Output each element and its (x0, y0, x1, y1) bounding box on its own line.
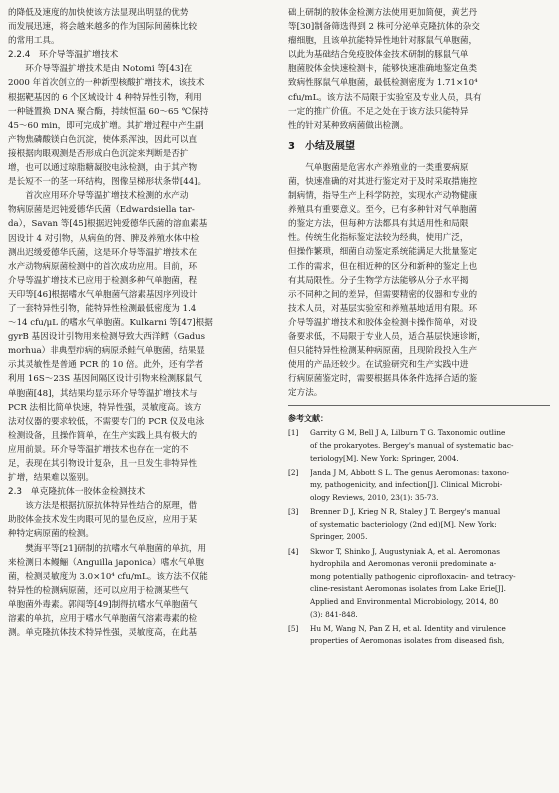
reference-line: teriology[M]. New York: Springer, 2004. (310, 453, 459, 463)
text-line: 致病性豚鼠气单胞菌，最低检测密度为 1.71×10⁴ (288, 78, 478, 89)
text-line: 础上研制的胶体金检测方法使用更加简便，黄艺丹 (288, 8, 478, 18)
text-line: 一种链置换 DNA 聚合酶，持续恒温 60～65 ℃保持 (8, 106, 209, 117)
text-line: 是长短不一的茎一环结构，图像呈梯形状条带[44]。 (8, 177, 207, 188)
reference-line: properties of Aeromonas isolates from diseased fish, (310, 636, 505, 646)
reference-number: [2] (288, 467, 299, 477)
text-line: 备要求低，不局限于专业人员，适合基层快速诊断， (288, 331, 486, 342)
text-line: 示其灵敏性是普通 PCR 的 10 倍。此外，还有学者 (8, 360, 204, 371)
text-line: da），Savan 等[45]根据迟钝爱德华氏菌的溶血素基 (8, 219, 208, 230)
text-line: 根据靶基因的 6 个区域设计 4 种特异性引物，利用 (8, 92, 202, 103)
text-line: 利用 16S～23S 基因间隔区设计引物来检测豚鼠气 (8, 374, 202, 385)
reference-line: Janda J M, Abbott S L. The genus Aeromonas: taxono- (310, 467, 510, 477)
text-line: PCR 法相比简单快速，特异性强，灵敏度高。该方 (8, 402, 202, 413)
references-heading: 参考文献： (288, 414, 328, 424)
text-line: 等[30]制备筛选得到 2 株可分泌单克隆抗体的杂交 (288, 22, 480, 33)
right-intro (288, 6, 550, 133)
reference-item (288, 506, 550, 544)
reference-item (288, 427, 550, 465)
reference-line: my, pathogenicity, and infection[J]. Clinical Microbi- (310, 480, 503, 490)
text-line: 检测设备，且操作简单，在生产实践上具有极大的 (8, 430, 198, 441)
reference-number: [3] (288, 507, 299, 517)
text-line: 法对仪器的要求较低，不需要专门的 PCR 仪及电泳 (8, 416, 205, 427)
reference-line: hydrophila and Aeromonas veronii predominate a- (310, 559, 497, 569)
reference-line: cline-resistant Aeromonas isolates from Lake Erie[J]. (310, 584, 506, 594)
text-line: 溶素的单抗，应用于嗜水气单胞菌气溶素毒素的检 (8, 614, 198, 625)
reference-line: Brenner D J, Krieg N R, Staley J T. Bergey's manual (310, 507, 501, 517)
reference-item (288, 467, 550, 505)
text-line: 助胶体金技术发生肉眼可见的显色反应，应用于某 (8, 515, 198, 526)
reference-item (288, 546, 550, 622)
text-line: 接根据肉眼观测是否形成白色沉淀来判断是否扩 (8, 148, 189, 159)
text-line: 菌，检测灵敏度为 3.0×10⁴ cfu/mL。该方法不仅能 (8, 571, 208, 582)
reference-text (310, 546, 550, 622)
text-line: 足，表现在其引物设计复杂，且一旦发生非特异性 (8, 459, 198, 469)
text-line: 但只能特异性检测某种病原菌，且现阶段投入生产 (288, 346, 478, 357)
reference-number: [1] (288, 428, 299, 438)
reference-line: (3): 841-848. (310, 609, 358, 619)
text-line: 定方法。 (288, 388, 323, 399)
text-line: 行病原菌鉴定时，需要根据具体条件选择合适的鉴 (288, 374, 478, 385)
reference-line: Hu M, Wang N, Pan Z H, et al. Identity and virulence (310, 623, 506, 633)
reference-line: Skwor T, Shinko J, Augustyniak A, et al. Aeromonas (310, 546, 500, 556)
text-line: 特异性的检测病原菌，还可以应用于检测某些气 (8, 585, 189, 596)
text-line: 扩增，结果难以鉴别。 (8, 473, 94, 484)
reference-item (288, 623, 550, 648)
text-line: 菌，快速准确的对其进行鉴定对于及时采取措施控 (288, 176, 478, 187)
text-line: 了一套特异性引物，能特异性检测最低密度为 1.4 (8, 303, 197, 314)
text-line: 水产动物病原菌检测中的首次成功应用。目前，环 (8, 261, 198, 272)
text-line: 樊海平等[21]研制的抗嗜水气单胞菌的单抗，用 (8, 543, 207, 554)
text-line: 种特定病原菌的检测。 (8, 529, 94, 540)
text-line: 一定的推广价值。不足之处在于该方法只能特异 (288, 106, 469, 117)
text-line: 养殖具有重要意义。至今，已有多种针对气单胞菌 (288, 205, 478, 216)
text-line: ～14 cfu/μL 的嗜水气单胞菌。Kulkarni 等[47]根据 (8, 318, 213, 329)
text-line: 但操作繁琐，细菌自动鉴定系统能满足大批量鉴定 (288, 247, 478, 258)
text-line: 的鉴定方法，但每种方法都具有其适用性和局限 (288, 219, 469, 230)
text-line: 有其局限性。分子生物学方法能够从分子水平揭 (288, 275, 469, 286)
references-list (288, 427, 550, 647)
text-line: 45～60 min，即可完成扩增。其扩增过程中产生副 (8, 120, 204, 131)
text-line: 制病情，指导生产上科学防控，实现水产动物健康 (288, 191, 478, 202)
right-column (288, 6, 550, 650)
text-line: morhua）非典型疖病的病原杀鲑气单胞菌，结果显 (8, 346, 205, 357)
reference-number: [4] (288, 546, 299, 556)
text-line: 技术人员，对基层实验室和养殖基地适用有限。环 (288, 303, 478, 314)
text-line: cfu/mL。该方法不局限于实验室及专业人员，具有 (288, 92, 482, 103)
text-line: gyrB 基因设计引物用来检测导致大西洋鳕（Gadus (8, 332, 206, 343)
text-line: 因设计 4 对引物，从病鱼的肾、脾及养殖水体中检 (8, 233, 200, 244)
text-line: 首次应用环介导等温扩增技术检测的水产动 (8, 191, 189, 202)
reference-line: ology Reviews, 2010, 23(1): 35-73. (310, 493, 439, 502)
text-line: 测。单克隆抗体技术特异性强，灵敏度高，在此基 (8, 628, 198, 639)
text-line: 增，也可以通过琼脂糖凝胶电泳检测，由于其产物 (8, 163, 198, 174)
text-line: 该方法是根据抗原抗体特异性结合的原理，借 (8, 501, 198, 512)
text-line: 天印等[46]根据嗜水气单胞菌气溶素基因序列设计 (8, 289, 198, 300)
text-line: 单胞菌[48]，其结果均显示环介导等温扩增技术与 (8, 388, 198, 399)
text-line: 以此为基础结合免疫胶体金技术研制的豚鼠气单 (288, 50, 469, 61)
reference-line: Applied and Environmental Microbiology, 2014, 80 (310, 596, 499, 606)
references-rule (288, 405, 550, 406)
text-line: 胞菌胶体金快速检测卡，能够快速准确地鉴定鱼类 (288, 64, 478, 75)
text-line: 工作的需求，但在相近种的区分和新种的鉴定上也 (288, 261, 478, 272)
text-line: 介导等温扩增技术已应用于检测多种气单胞菌，程 (8, 275, 198, 286)
text-line: 瘤细胞，且该单抗能特异性地针对豚鼠气单胞菌， (288, 36, 478, 47)
reference-text (310, 467, 550, 505)
reference-line: mong potentially pathogenic ciprofloxacin- and tetracy- (310, 571, 516, 581)
text-line: 2000 年首次创立的一种新型核酸扩增技术，该技术 (8, 78, 205, 89)
text-line: 产物焦磷酸镁白色沉淀，使体系浑浊，因此可以直 (8, 134, 198, 145)
text-line: 性的针对某种致病菌做出检测。 (288, 120, 409, 131)
text-line: 物病原菌是迟钝爱德华氏菌（Edwardsiella tar- (8, 205, 195, 216)
reference-text (310, 506, 550, 544)
reference-line: Springer, 2005. (310, 532, 368, 542)
reference-text (310, 427, 550, 465)
left-column (8, 6, 270, 640)
text-line: 单胞菌外毒素。郭闯等[49]制得抗嗜水气单胞菌气 (8, 599, 198, 610)
text-line: 应用前景。环介导等温扩增技术也存在一定的不 (8, 444, 189, 455)
text-line: 使用的产品还较少。在试验研究和生产实践中进 (288, 360, 469, 371)
text-line: 的降低及速度的加快使该方法显现出明显的优势 (8, 8, 189, 18)
text-line: 的常用工具。 (8, 36, 60, 47)
text-line: 示不同种之间的差异，但需要精密的仪器和专业的 (288, 289, 478, 300)
text-line: 来检测日本鳗鲡（Anguilla japonica）嗜水气单胞 (8, 557, 204, 568)
reference-line: of the prokaryotes. Bergey's manual of systematic bac- (310, 441, 514, 451)
text-line: 环介导等温扩增技术是由 Notomi 等[43]在 (8, 64, 193, 75)
text-line: 性。传统生化指标鉴定法较为经典，使用广泛， (288, 233, 469, 244)
reference-line: Garrity G M, Bell J A, Lilburn T G. Taxonomic outline (310, 428, 506, 438)
reference-number: [5] (288, 623, 299, 633)
section-3-body (288, 161, 550, 401)
reference-text (310, 623, 550, 648)
section-3-heading: 3 小结及展望 (288, 140, 355, 152)
section-heading: 2.2.4 环介导等温扩增技术 (8, 50, 119, 61)
text-line: 而发展迅速，将会越来越多的作为国际间菌株比较 (8, 22, 198, 33)
section-heading: 2.3 单克隆抗体一胶体金检测技术 (8, 487, 146, 498)
reference-line: of systematic bacteriology (2nd ed)[M]. New York: (310, 519, 497, 529)
text-line: 介导等温扩增技术和胶体金检测卡操作简单，对设 (288, 317, 478, 328)
text-line: 气单胞菌是危害水产养殖业的一类重要病原 (288, 162, 469, 173)
text-line: 测出迟缓爱德华氏菌，这是环介导等温扩增技术在 (8, 247, 198, 258)
